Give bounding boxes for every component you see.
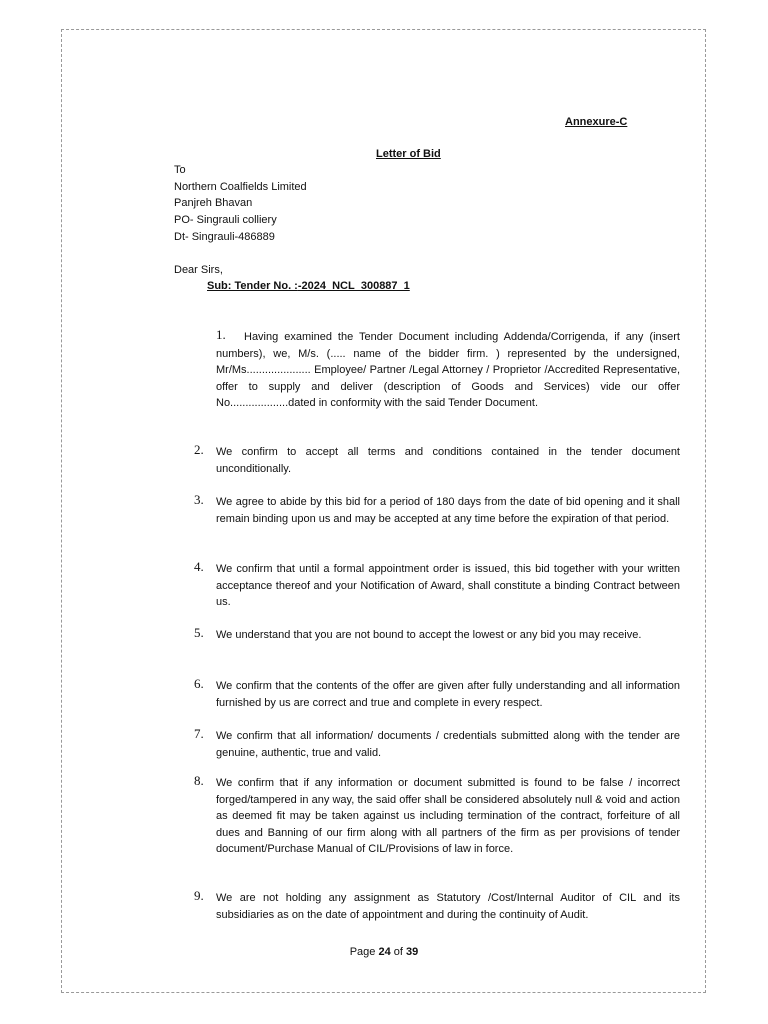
page-prefix: Page	[349, 946, 376, 958]
list-item	[194, 728, 680, 761]
subject-line	[207, 278, 410, 295]
list-item	[194, 444, 680, 477]
item-text: We are not holding any assignment as Statutory /Cost/Internal Auditor of CIL and its subsidiaries as on the date of appointment and during the continuity of Audit.	[216, 892, 680, 921]
item-number: 4.	[194, 559, 204, 574]
item-number: 2.	[194, 442, 204, 457]
item-number: 7.	[194, 726, 204, 741]
page-current: 24	[378, 946, 391, 958]
item-text: We confirm to accept all terms and conditions contained in the tender document unconditionally.	[216, 446, 680, 475]
recipient-address	[174, 162, 307, 246]
page-footer	[0, 946, 768, 958]
tender-number: -2024_NCL_300887_1	[297, 280, 410, 292]
page-of: of	[393, 946, 403, 958]
annexure-label: Annexure-C	[565, 116, 628, 128]
list-item	[194, 890, 680, 923]
item-number: 6.	[194, 676, 204, 691]
salutation: Dear Sirs,	[174, 264, 223, 276]
page-total: 39	[406, 946, 419, 958]
address-line: Dt- Singrauli-486889	[174, 230, 275, 243]
item-number: 8.	[194, 773, 204, 788]
item-text: We confirm that until a formal appointment order is issued, this bid together with your written acceptance thereof and your Notification of Award, shall constitute a binding Contract between us.	[216, 563, 680, 608]
subject-label: Sub: Tender No. :	[207, 280, 298, 292]
list-item	[194, 329, 680, 412]
item-number: 9.	[194, 888, 204, 903]
item-number: 3.	[194, 492, 204, 507]
address-line: Northern Coalfields Limited	[174, 180, 307, 193]
item-number: 5.	[194, 625, 204, 640]
item-text: Having examined the Tender Document including Addenda/Corrigenda, if any (insert numbers), we, M/s. (..... name of the bidder firm. ) represented by the undersigned, Mr/Ms..................... Employee/ Partner /Legal Attorney / Proprietor /Accredited Representative, offer to supply and deliver (description of Goods and Services) vide our offer No...................dated in conformity with the said Tender Document.	[216, 331, 680, 409]
item-text: We understand that you are not bound to accept the lowest or any bid you may receive.	[216, 629, 642, 641]
address-line: Panjreh Bhavan	[174, 197, 253, 210]
list-item	[194, 494, 680, 527]
item-text: We confirm that the contents of the offer are given after fully understanding and all information furnished by us are correct and true and complete in every respect.	[216, 680, 680, 709]
list-item	[194, 678, 680, 711]
address-to: To	[174, 164, 186, 176]
address-line: PO- Singrauli colliery	[174, 214, 277, 227]
list-item	[194, 561, 680, 611]
item-number: 1.	[216, 327, 226, 342]
item-text: We confirm that if any information or document submitted is found to be false / incorrect forged/tampered in any way, the said offer shall be considered absolutely null & void and action as deemed fit may be taken against us including termination of the contract, forfeiture of all dues and Banning of our firm along with all partners of the firm as per provisions of tender document/Purchase Manual of CIL/Provisions of law in force.	[216, 777, 680, 855]
document-title: Letter of Bid	[376, 148, 441, 160]
item-text: We agree to abide by this bid for a period of 180 days from the date of bid opening and it shall remain binding upon us and may be accepted at any time before the expiration of that period.	[216, 496, 680, 525]
list-item	[194, 627, 680, 644]
list-item	[194, 775, 680, 858]
item-text: We confirm that all information/ documents / credentials submitted along with the tender are genuine, authentic, true and valid.	[216, 730, 680, 759]
